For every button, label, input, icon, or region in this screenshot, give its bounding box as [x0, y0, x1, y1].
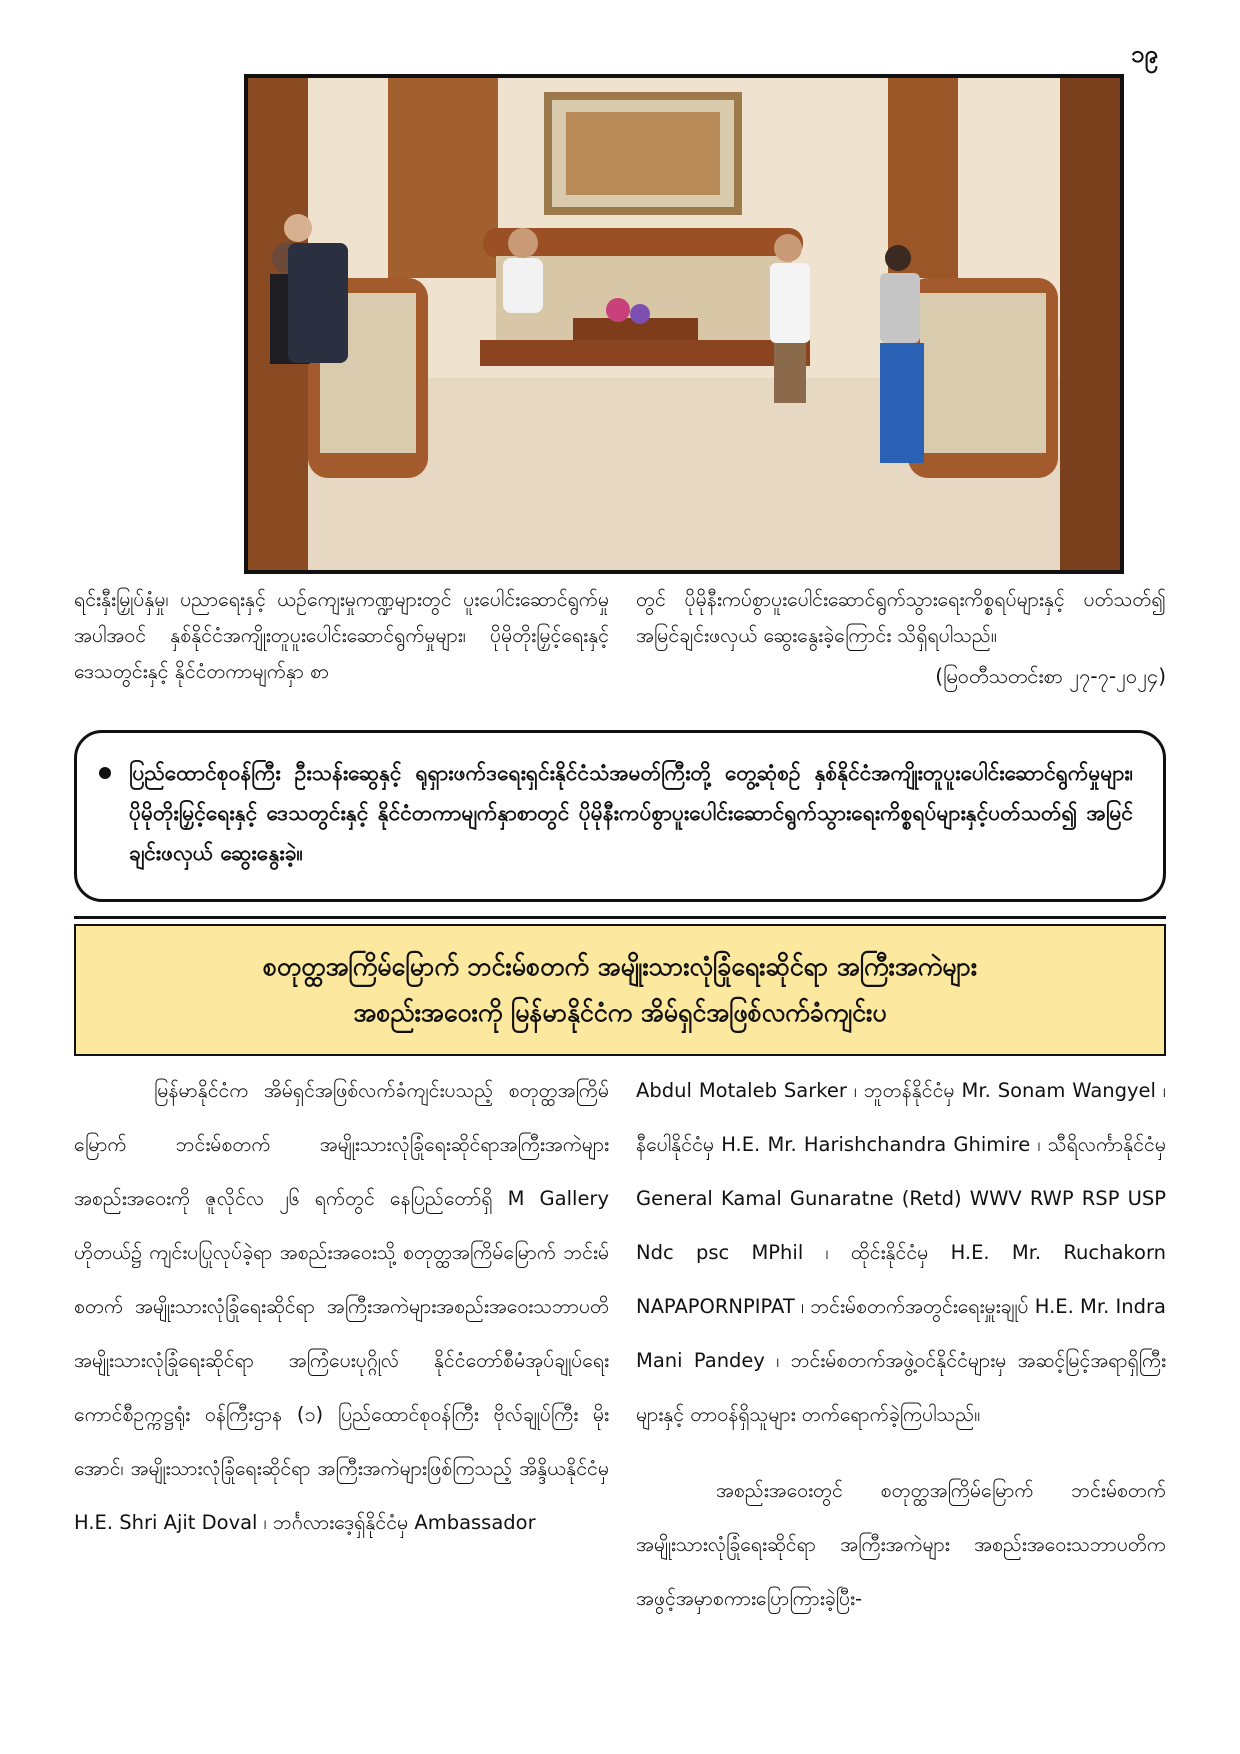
headline-box	[74, 924, 1166, 1056]
caption-right	[636, 582, 1166, 694]
headline-line-2: အစည်းအဝေးကို မြန်မာနိုင်ငံက အိမ်ရှင်အဖြစ်လက်ခံကျင်းပ	[353, 998, 887, 1027]
summary-text: ပြည်ထောင်စုဝန်ကြီး ဦးသန်းဆွေနှင့် ရုရှားဖက်ဒရေးရှင်းနိုင်ငံသံအမတ်ကြီးတို့ တွေ့ဆုံစဉ် နှစ်နိုင်ငံအကျိုးတူပူးပေါင်းဆောင်ရွက်မှုများ၊ ပိုမိုတိုးမြှင့်ရေးနှင့် ဒေသတွင်းနှင့် နိုင်ငံတကာမျက်နှာစာတွင် ပိုမိုနီးကပ်စွာပူးပေါင်းဆောင်ရွက်သွားရေးကိစ္စရပ်များနှင့်ပတ်သတ်၍ အမြင်ချင်းဖလှယ် ဆွေးနွေးခဲ့။	[129, 761, 1133, 865]
headline-line-1: စတုတ္ထအကြိမ်မြောက် ဘင်းမ်စတက် အမျိုးသားလုံခြုံရေးဆိုင်ရာ အကြီးအကဲများ	[262, 952, 978, 981]
article-body-left	[74, 1064, 609, 1550]
section-divider	[74, 916, 1166, 919]
meeting-photo-illustration	[248, 78, 1120, 570]
caption-source: (မြဝတီသတင်းစာ ၂၇-၇-၂၀၂၄)	[935, 664, 1166, 688]
article-paragraph-1-continued: Abdul Motaleb Sarker ၊ ဘူတန်နိုင်ငံမှ Mr. Sonam Wangyel ၊ နီပေါနိုင်ငံမှ H.E. Mr. Harishchandra Ghimire ၊ သီရိလင်္ကာနိုင်ငံမှ General Kamal Gunaratne (Retd) WWV RWP RSP USP Ndc psc MPhil ၊ ထိုင်းနိုင်ငံမှ H.E. Mr. Ruchakorn NAPAPORNPIPAT ၊ ဘင်းမ်စတက်အတွင်းရေးမှူးချုပ် H.E. Mr. Indra Mani Pandey ၊ ဘင်းမ်စတက်အဖွဲ့ဝင်နိုင်ငံများမှ အဆင့်မြင့်အရာရှိကြီးများနှင့် တာဝန်ရှိသူများ တက်ရောက်ခဲ့ကြပါသည်။	[636, 1079, 1166, 1426]
caption-left: ရင်းနှီးမြှုပ်နှံမှု၊ ပညာရေးနှင့် ယဉ်ကျေးမှုကဏ္ဍများတွင် ပူးပေါင်းဆောင်ရွက်မှုအပါအဝင် နှစ်နိုင်ငံအကျိုးတူပူးပေါင်းဆောင်ရွက်မှုများ၊ ပိုမိုတိုးမြှင့်ရေးနှင့် ဒေသတွင်းနှင့် နိုင်ငံတကာမျက်နှာ စာ	[74, 588, 609, 683]
page-number: ၁၉	[1131, 40, 1158, 68]
article-paragraph-1: မြန်မာနိုင်ငံက အိမ်ရှင်အဖြစ်လက်ခံကျင်းပသည့် စတုတ္ထအကြိမ်မြောက် ဘင်းမ်စတက် အမျိုးသားလုံခြုံရေးဆိုင်ရာအကြီးအကဲများအစည်းအဝေးကို ဇူလိုင်လ ၂၆ ရက်တွင် နေပြည်တော်ရှိ M Gallery ဟိုတယ်၌ ကျင်းပပြုလုပ်ခဲ့ရာ အစည်းအဝေးသို့ စတုတ္ထအကြိမ်မြောက် ဘင်းမ်စတက် အမျိုးသားလုံခြုံရေးဆိုင်ရာ အကြီးအကဲများအစည်းအဝေးသဘာပတိ အမျိုးသားလုံခြုံရေးဆိုင်ရာ အကြံပေးပုဂ္ဂိုလ် နိုင်ငံတော်စီမံအုပ်ချုပ်ရေးကောင်စီဥက္ကဋ္ဌရုံး ဝန်ကြီးဌာန (၁) ပြည်ထောင်စုဝန်ကြီး ဗိုလ်ချုပ်ကြီး မိုးအောင်၊ အမျိုးသားလုံခြုံရေးဆိုင်ရာ အကြီးအကဲများဖြစ်ကြသည့် အိန္ဒိယနိုင်ငံမှ H.E. Shri Ajit Doval ၊ ဘင်္ဂလားဒေ့ရှ်နိုင်ငံမှ Ambassador	[74, 1079, 609, 1534]
caption-right-text: တွင် ပိုမိုနီးကပ်စွာပူးပေါင်းဆောင်ရွက်သွားရေးကိစ္စရပ်များနှင့် ပတ်သတ်၍ အမြင်ချင်းဖလှယ် ဆွေးနွေးခဲ့ကြောင်း သိရှိရပါသည်။	[636, 588, 1166, 647]
meeting-photo	[244, 74, 1124, 574]
summary-box	[74, 730, 1166, 902]
bullet-icon	[99, 767, 111, 779]
article-paragraph-2: အစည်းအဝေးတွင် စတုတ္ထအကြိမ်မြောက် ဘင်းမ်စတက်အမျိုးသားလုံခြုံရေးဆိုင်ရာ အကြီးအကဲများ အစည်းအဝေးသဘာပတိက အဖွင့်အမှာစကားပြောကြားခဲ့ပြီး-	[636, 1479, 1166, 1610]
article-body-right	[636, 1064, 1166, 1626]
